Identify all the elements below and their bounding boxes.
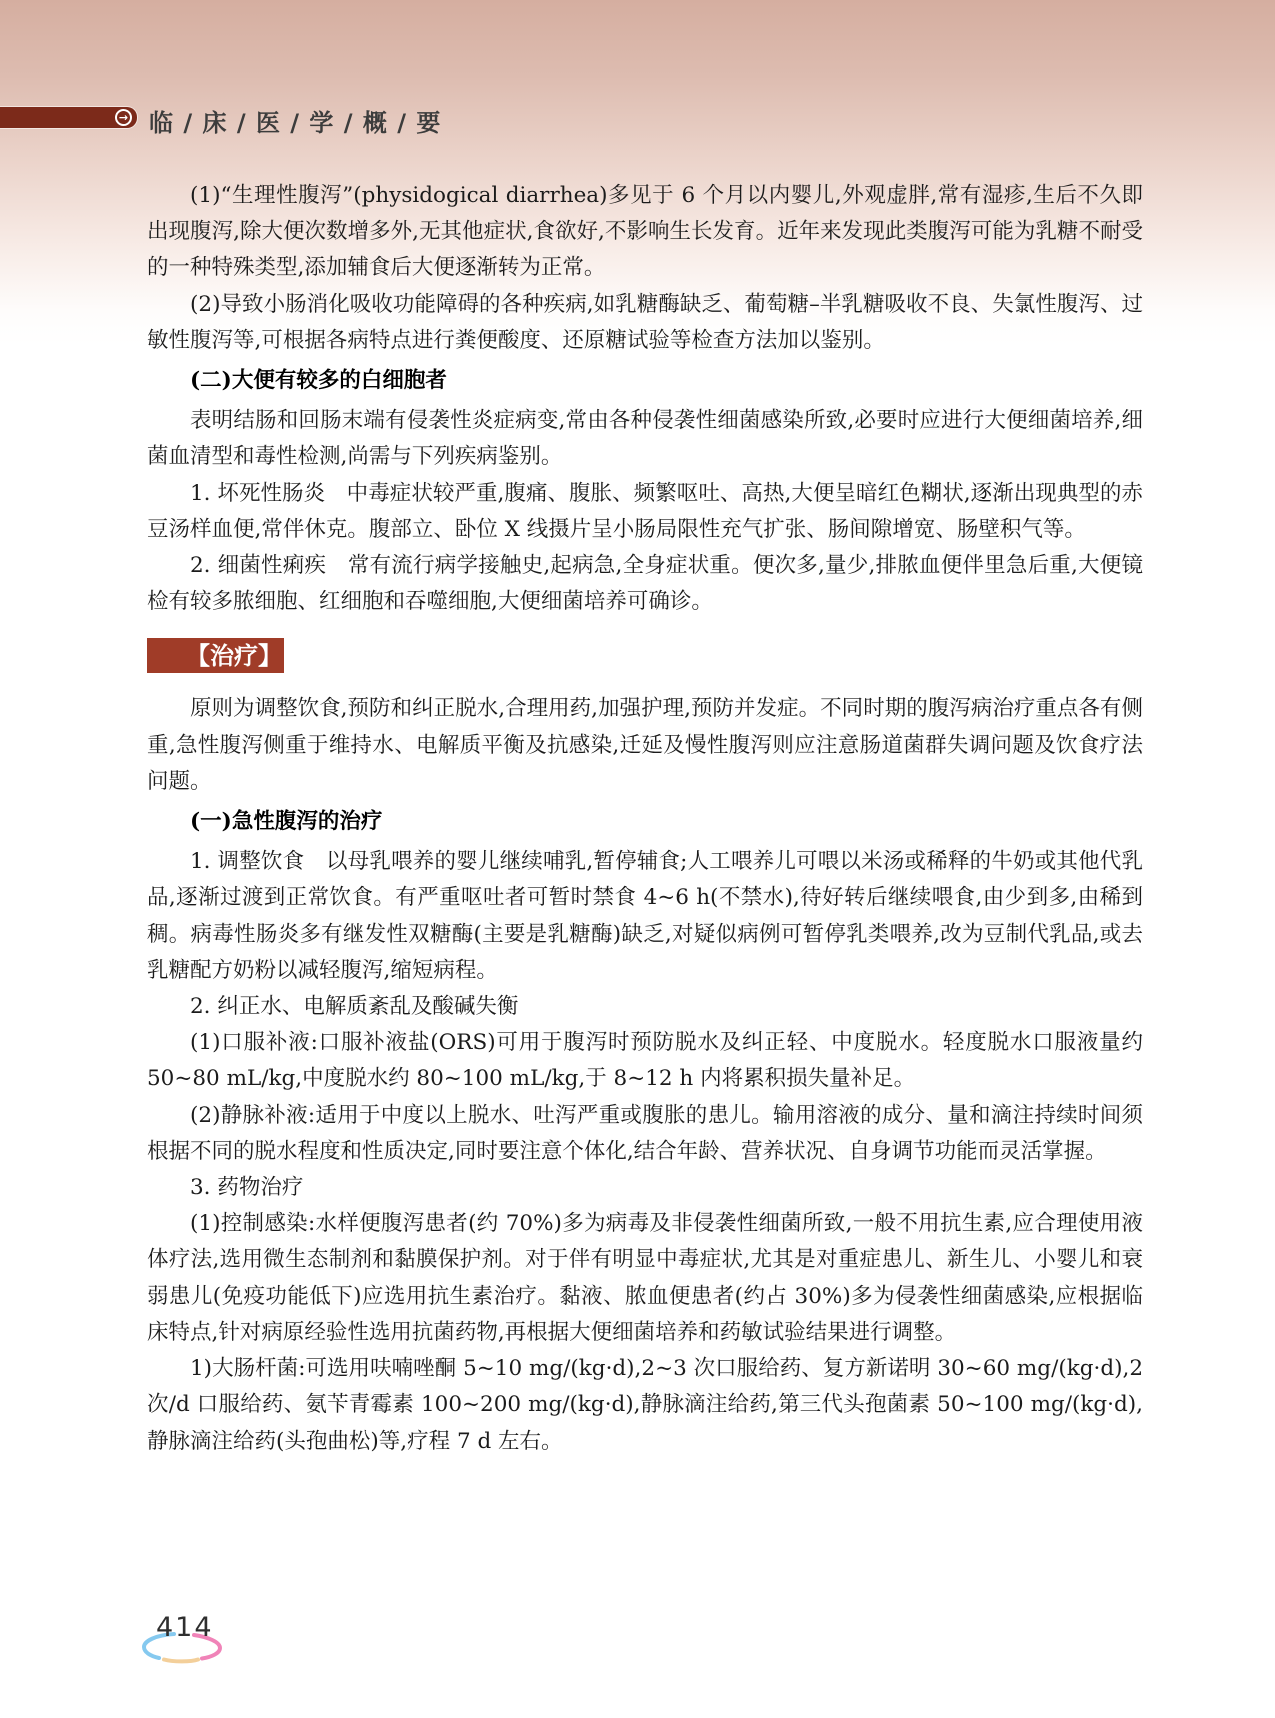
paragraph: 1. 调整饮食 以母乳喂养的婴儿继续哺乳,暂停辅食;人工喂养儿可喂以米汤或稀释的牛奶或其他代乳品,逐渐过渡到正常饮食。有严重呕吐者可暂时禁食 4~6 h(不禁水),待好转后继续喂食,由少到多,由稀到稠。病毒性肠炎多有继发性双糖酶(主要是乳糖酶)缺乏,对疑似病例可暂停乳类喂养,改为豆制代乳品,或去乳糖配方奶粉以减轻腹泻,缩短病程。 [147, 849, 1143, 983]
paragraph: (2)静脉补液:适用于中度以上脱水、吐泻严重或腹胀的患儿。输用溶液的成分、量和滴注持续时间须根据不同的脱水程度和性质决定,同时要注意个体化,结合年龄、营养状况、自身调节功能而灵活掌握。 [147, 1102, 1143, 1164]
treatment-section [147, 638, 1143, 673]
paragraph: (1)“生理性腹泻”(physidogical diarrhea)多见于 6 个月以内婴儿,外观虚胖,常有湿疹,生后不久即出现腹泻,除大便次数增多外,无其他症状,食欲好,不影响生长发育。近年来发现此类腹泻可能为乳糖不耐受的一种特殊类型,添加辅食后大便逐渐转为正常。 [147, 183, 1143, 281]
header-bar [0, 107, 137, 128]
paragraph: 2. 细菌性痢疾 常有流行病学接触史,起病急,全身症状重。便次多,量少,排脓血便伴里急后重,大便镜检有较多脓细胞、红细胞和吞噬细胞,大便细菌培养可确诊。 [147, 553, 1143, 615]
paragraph: 3. 药物治疗 [190, 1175, 304, 1201]
page-content [147, 178, 1143, 1460]
page-footer [140, 1612, 230, 1664]
book-title: 临 / 床 / 医 / 学 / 概 / 要 [149, 109, 442, 137]
paragraph: (1)口服补液:口服补液盐(ORS)可用于腹泻时预防脱水及纠正轻、中度脱水。轻度脱水口服液量约 50~80 mL/kg,中度脱水约 80~100 mL/kg,于 8~12 h 内将累积损失量补足。 [147, 1030, 1143, 1092]
paragraph: 1. 坏死性肠炎 中毒症状较严重,腹痛、腹胀、频繁呕吐、高热,大便呈暗红色糊状,逐渐出现典型的赤豆汤样血便,常伴休克。腹部立、卧位 X 线摄片呈小肠局限性充气扩张、肠间隙增宽、肠壁积气等。 [147, 480, 1143, 542]
paragraph: 2. 纠正水、电解质紊乱及酸碱失衡 [190, 994, 519, 1020]
paragraph: 1)大肠杆菌:可选用呋喃唑酮 5~10 mg/(kg·d),2~3 次口服给药、复方新诺明 30~60 mg/(kg·d),2 次/d 口服给药、氨苄青霉素 100~200 mg/(kg·d),静脉滴注给药,第三代头孢菌素 50~100 mg/(kg·d),静脉滴注给药(头孢曲松)等,疗程 7 d 左右。 [147, 1356, 1143, 1454]
paragraph: (2)导致小肠消化吸收功能障碍的各种疾病,如乳糖酶缺乏、葡萄糖–半乳糖吸收不良、失氯性腹泻、过敏性腹泻等,可根据各病特点进行粪便酸度、还原糖试验等检查方法加以鉴别。 [147, 291, 1143, 353]
page-number: 414 [156, 1612, 214, 1643]
paragraph: (1)控制感染:水样便腹泻患者(约 70%)多为病毒及非侵袭性细菌所致,一般不用抗生素,应合理使用液体疗法,选用微生态制剂和黏膜保护剂。对于伴有明显中毒症状,尤其是对重症患儿、新生儿、小婴儿和衰弱患儿(免疫功能低下)应选用抗生素治疗。黏液、脓血便患者(约占 30%)多为侵袭性细菌感染,应根据临床特点,针对病原经验性选用抗菌药物,再根据大便细菌培养和药敏试验结果进行调整。 [147, 1211, 1143, 1345]
arrow-right-icon: → [115, 109, 132, 126]
subsection-heading: (一)急性腹泻的治疗 [190, 809, 383, 835]
treatment-section-label: 【治疗】 [147, 638, 284, 673]
paragraph: 原则为调整饮食,预防和纠正脱水,合理用药,加强护理,预防并发症。不同时期的腹泻病治疗重点各有侧重,急性腹泻侧重于维持水、电解质平衡及抗感染,迁延及慢性腹泻则应注意肠道菌群失调问题及饮食疗法问题。 [147, 696, 1143, 794]
paragraph: 表明结肠和回肠末端有侵袭性炎症病变,常由各种侵袭性细菌感染所致,必要时应进行大便细菌培养,细菌血清型和毒性检测,尚需与下列疾病鉴别。 [147, 408, 1143, 470]
subsection-heading: (二)大便有较多的白细胞者 [190, 368, 447, 394]
